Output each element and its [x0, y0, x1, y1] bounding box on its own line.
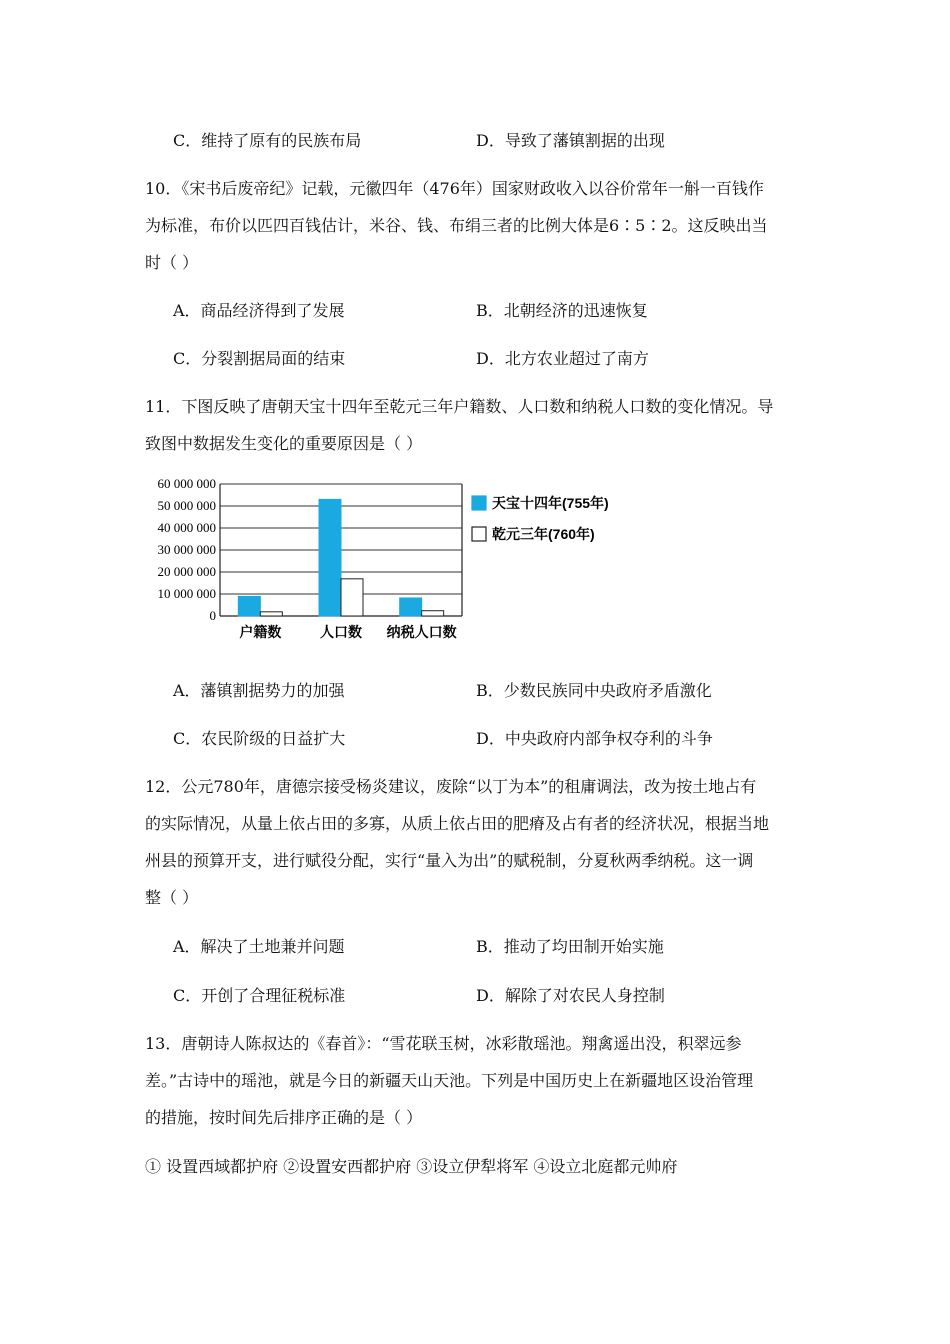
y-tick-label: 30 000 000 — [157, 542, 216, 557]
bar-755 — [238, 596, 260, 616]
category-label: 户籍数 — [239, 624, 282, 640]
q12-stem-line-3: 州县的预算开支，进行赋役分配，实行“量入为出”的赋税制，分夏秋两季纳税。这一调 — [145, 851, 754, 870]
bar-760 — [341, 579, 363, 616]
q11-option-b: B．少数民族同中央政府矛盾激化 — [476, 681, 712, 700]
q10-stem-line-1: 10．《宋书后废帝纪》记载，元徽四年（476年）国家财政收入以谷价常年一斛一百钱作 — [145, 179, 764, 198]
q10-option-b: B．北朝经济的迅速恢复 — [476, 301, 648, 320]
q10-stem-line-3: 时（ ） — [145, 253, 199, 272]
q12-stem-line-1: 12．公元780年，唐德宗接受杨炎建议，废除“以丁为本”的租庸调法，改为按土地占有 — [145, 777, 757, 796]
q11-stem-line-2: 致图中数据发生变化的重要原因是（ ） — [145, 434, 423, 453]
chart-bars — [238, 499, 443, 616]
legend-swatch — [472, 496, 486, 510]
bar-760 — [422, 611, 444, 616]
y-tick-label: 40 000 000 — [157, 520, 216, 535]
q11-stem-line-1: 11．下图反映了唐朝天宝十四年至乾元三年户籍数、人口数和纳税人口数的变化情况。导 — [145, 397, 774, 416]
q12-stem-line-2: 的实际情况，从量上依占田的多寡，从质上依占田的肥瘠及占有者的经济状况，根据当地 — [145, 814, 770, 833]
q9-option-d: D．导致了藩镇割据的出现 — [476, 131, 665, 150]
q13-stem-line-2: 差。”古诗中的瑶池，就是今日的新疆天山天池。下列是中国历史上在新疆地区设治管理 — [145, 1071, 754, 1090]
q10-option-d: D．北方农业超过了南方 — [476, 349, 649, 368]
bar-760 — [260, 612, 282, 616]
q10-option-a: A．商品经济得到了发展 — [173, 301, 345, 320]
chart-y-ticks — [158, 476, 217, 623]
q12-option-c: C．开创了合理征税标准 — [173, 986, 346, 1005]
population-bar-chart — [140, 468, 640, 648]
legend-swatch — [472, 527, 486, 541]
q10-option-c: C．分裂割据局面的结束 — [173, 349, 346, 368]
y-tick-label: 50 000 000 — [157, 498, 216, 513]
q11-option-c: C．农民阶级的日益扩大 — [173, 729, 346, 748]
chart-legend — [472, 495, 609, 542]
bar-755 — [400, 598, 422, 616]
q12-option-b: B．推动了均田制开始实施 — [476, 937, 664, 956]
q11-option-d: D．中央政府内部争权夺利的斗争 — [476, 729, 713, 748]
q9-option-c: C．维持了原有的民族布局 — [173, 131, 362, 150]
y-tick-label: 0 — [209, 608, 216, 623]
y-tick-label: 60 000 000 — [157, 476, 216, 491]
q13-stem-line-1: 13．唐朝诗人陈叔达的《春首》：“雪花联玉树，冰彩散瑶池。翔禽遥出没，积翠远参 — [145, 1034, 742, 1053]
y-tick-label: 10 000 000 — [157, 586, 216, 601]
chart-categories — [239, 624, 456, 640]
q12-option-d: D．解除了对农民人身控制 — [476, 986, 665, 1005]
q13-items: ① 设置西域都护府 ②设置安西都护府 ③设立伊犁将军 ④设立北庭都元帅府 — [145, 1157, 678, 1176]
bar-755 — [319, 499, 341, 616]
q13-stem-line-3: 的措施，按时间先后排序正确的是（ ） — [145, 1108, 423, 1127]
q11-option-a: A．藩镇割据势力的加强 — [173, 681, 345, 700]
legend-label: 乾元三年(760年) — [492, 526, 595, 542]
y-tick-label: 20 000 000 — [157, 564, 216, 579]
q10-stem-line-2: 为标准，布价以匹四百钱估计，米谷、钱、布绢三者的比例大体是6∶5∶2。这反映出当 — [145, 216, 768, 235]
category-label: 人口数 — [320, 624, 362, 640]
legend-label: 天宝十四年(755年) — [492, 495, 609, 511]
q12-stem-line-4: 整（ ） — [145, 888, 199, 907]
q12-option-a: A．解决了土地兼并问题 — [173, 937, 345, 956]
category-label: 纳税人口数 — [386, 624, 457, 640]
